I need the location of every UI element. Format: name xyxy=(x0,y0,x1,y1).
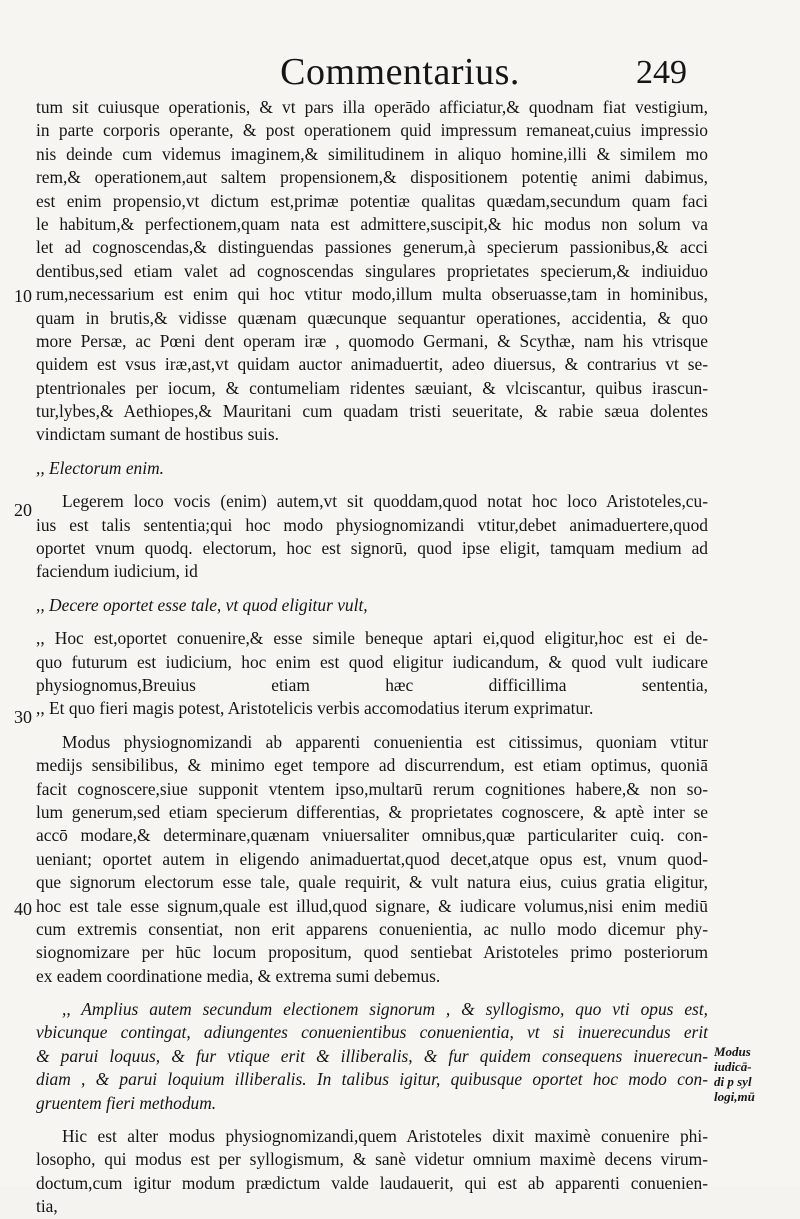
text-line: quo futurum est iudicium, hoc enim est quod eligitur iudicandum, & quod vult iudicare xyxy=(36,651,708,672)
text-line: quam in brutis,& vidisse quænam quæcunque sequantur operationes, accidentia, & quo xyxy=(36,307,708,328)
text-line: que signorum electorum esse tale, quale requirit, & vult natura eius, cuius gratia eligitur, xyxy=(36,872,708,893)
text-line: hoc est tale esse signum,quale est illud,quod signare, & iudicare volumus,nisi enim mediū xyxy=(36,895,708,916)
paragraph-gap xyxy=(36,721,708,731)
text-line: tur,lybes,& Aethiopes,& Mauritani cum quadam tristi seueritate, & rabie sæua dolentes xyxy=(36,401,708,422)
text-line: le habitum,& perfectionem,quam nata est admittere,suscipit,& hic modus non solum va xyxy=(36,213,708,234)
paragraph-gap xyxy=(36,447,708,457)
paragraph-gap xyxy=(36,584,708,594)
text-line: ueniant; oportet autem in eligendo animaduertat,quod decet,atque opus est, vnum quod- xyxy=(36,848,708,869)
text-line: ,, Et quo fieri magis potest, Aristotelicis verbis accomodatius iterum exprimatur. xyxy=(36,698,594,719)
marginal-note-line: logi,mū xyxy=(714,1089,755,1104)
line-number-20: 20 xyxy=(14,500,32,520)
text-line: ex eadem coordinatione media, & extrema sumi debemus. xyxy=(36,965,441,986)
text-line: medijs sensibilibus, & minimo eget tempore ad discurrendum, est etiam optimus, quoniā xyxy=(36,755,708,776)
lemma-line: gruentem fieri methodum. xyxy=(36,1092,217,1113)
text-line: tia, xyxy=(36,1196,58,1217)
text-line: in parte corporis operante, & post operationem quid impressum remaneat,cuius impressio xyxy=(36,120,708,141)
page-number: 249 xyxy=(636,54,687,91)
line-number-30: 30 xyxy=(14,707,32,727)
text-body xyxy=(36,96,708,1219)
text-line: est enim propensio,vt dictum est,primæ potentiæ qualitas quædam,secundum quam faci xyxy=(36,190,708,211)
lemma-line: ,, Amplius autem secundum electionem signorum , & syllogismo, quo vti opus est, xyxy=(62,999,708,1020)
text-line: Modus physiognomizandi ab apparenti conuenientia est citissimus, quoniam vtitur xyxy=(62,731,708,752)
text-line: let ad cognoscendas,& distinguendas passiones generum,à specierum passionibus,& acci xyxy=(36,237,708,258)
text-line: nis deinde cum videmus imaginem,& similitudinem in aliquo homine,illi & similem mo xyxy=(36,143,708,164)
text-line: facit cognoscere,siue supponit vtentem ipso,multarū rerum cognitiones habere,& non so- xyxy=(36,778,708,799)
line-number-40: 40 xyxy=(14,899,32,919)
running-head: Commentarius. xyxy=(280,51,520,93)
text-line: rem,& operationem,aut saltem propensionem,& dispositionem potentię animi dabimus, xyxy=(36,167,708,188)
text-line: Legerem loco vocis (enim) autem,vt sit quoddam,quod notat hoc loco Aristoteles,cu- xyxy=(62,491,708,512)
text-line: siognomizare per hūc locum propositum, quod sentiebat Aristoteles primo posteriorum xyxy=(36,942,708,963)
text-line: Hic est alter modus physiognomizandi,quem Aristoteles dixit maximè conuenire phi- xyxy=(62,1126,708,1147)
paragraph-gap xyxy=(36,988,708,998)
lemma-line: vbicunque contingat, adiungentes conuenientibus conuenientia, vt si inuerecundus erit xyxy=(36,1022,708,1043)
text-line: oportet vnum quodq. electorum, hoc est signorū, quod ipse eligit, tamquam medium ad xyxy=(36,538,708,559)
text-line: rum,necessarium est enim qui hoc vtitur modo,illum multa obseruasse,tam in hominibus, xyxy=(36,284,708,305)
paragraph-gap xyxy=(36,1115,708,1125)
lemma-line: & parui loquus, & fur vtique erit & illiberalis, & fur quidem consequens inuerecun- xyxy=(36,1045,708,1066)
text-line: vindictam sumant de hostibus suis. xyxy=(36,424,279,445)
line-number-10: 10 xyxy=(14,286,32,306)
text-line: physiognomus,Breuius etiam hæc difficillima sententia, xyxy=(36,674,708,695)
marginal-note xyxy=(714,1044,794,1104)
text-line: lum generum,sed etiam specierum differentias, & proprietates cognoscere, & aptè inter se xyxy=(36,801,708,822)
lemma-line: ,, Electorum enim. xyxy=(36,457,164,478)
text-line: quidem est vsus iræ,ast,vt quidam auctor animaduertit, adeo diuersus, & contrarius vt se- xyxy=(36,354,708,375)
text-line: doctum,cum igitur modum prædictum valde laudauerit, qui est ab apparenti conuenien- xyxy=(36,1172,708,1193)
text-line: accō modare,& determinare,quænam vniuersaliter omnibus,quæ particulariter cuiq. con- xyxy=(36,825,708,846)
marginal-note-line: di p syl xyxy=(714,1074,752,1089)
marginal-note-line: iudicā- xyxy=(714,1059,752,1074)
text-line: ius est talis sententia;qui hoc modo physiognomizandi vtitur,debet animaduertere,quod xyxy=(36,514,708,535)
text-line: faciendum iudicium, id xyxy=(36,561,198,582)
text-line: cum extremis consentiat, non erit apparens conuenientia, ac nullo modo dicemur phy- xyxy=(36,918,708,939)
paragraph-gap xyxy=(36,480,708,490)
text-line: ptentrionales per iocum, & contumeliam ridentes sæuiant, & vlciscantur, quibus irascun- xyxy=(36,377,708,398)
text-line: ,, Hoc est,oportet conuenire,& esse simile beneque aptari ei,quod eligitur,hoc est ei de- xyxy=(36,628,708,649)
text-line: dentibus,sed etiam valet ad cognoscendas singulares proprietates specierum,& indiuiduo xyxy=(36,260,708,281)
lemma-line: ,, Decere oportet esse tale, vt quod eligitur vult, xyxy=(36,594,368,615)
marginal-note-line: Modus xyxy=(714,1044,751,1059)
text-line: more Persæ, ac Pœni dent operam iræ , quomodo Germani, & Scythæ, nam his vtrisque xyxy=(36,330,708,351)
text-line: losopho, qui modus est per syllogismum, & sanè videtur omnium maximè decens virum- xyxy=(36,1149,708,1170)
lemma-line: diam , & parui loquium illiberalis. In talibus igitur, quibusque oportet hoc modo con- xyxy=(36,1069,708,1090)
paragraph-gap xyxy=(36,617,708,627)
text-line: tum sit cuiusque operationis, & vt pars illa operādo afficiatur,& quodnam fiat vestigium, xyxy=(36,97,708,117)
